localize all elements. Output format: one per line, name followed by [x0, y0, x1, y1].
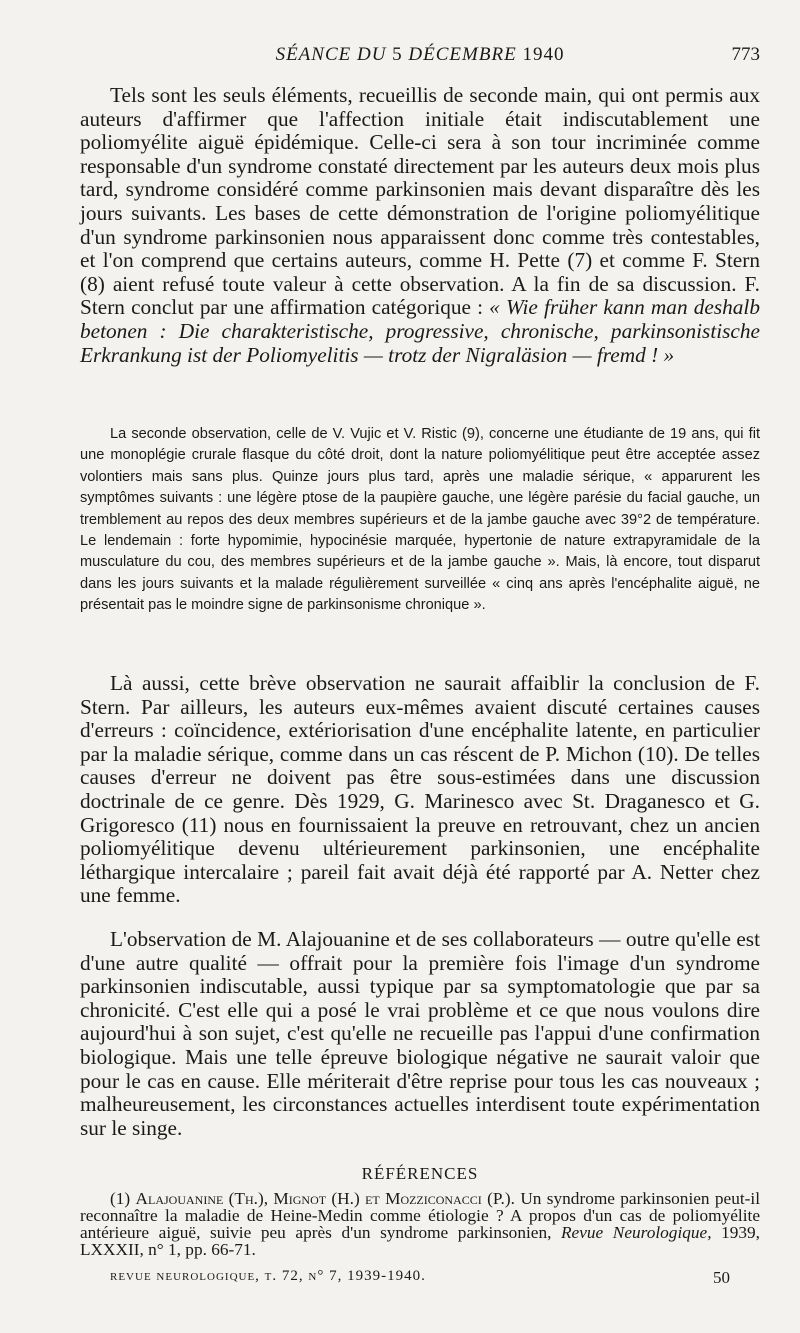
reference-1	[80, 1190, 760, 1258]
paragraph-2-text: Là aussi, cette brève observation ne saurait affaiblir la conclusion de F. Stern. Par ailleurs, les auteurs eux-mêmes avaient discuté certaines causes d'erreurs : coïncidence, extériorisation d'une encéphalite latente, en particulier par la maladie sérique, comme dans un cas réscent de P. Michon (10). De telles causes d'erreur ne doivent pas être sous-estimées dans une discussion doctrinale de ce genre. Dès 1929, G. Marinesco avec St. Draganesco et G. Grigoresco (11) nous en fournissaient la preuve en retrouvant, chez un ancien poliomyélitique devenu ultérieurement parkinsonien, une encéphalite léthargique intercalaire ; pareil fait avait déjà été rapporté par A. Netter chez une femme.	[80, 671, 760, 908]
body-paragraph-1	[80, 84, 760, 367]
page-number: 773	[731, 44, 760, 65]
footer-journal: revue neurologique, t. 72, n° 7, 1939-1940.	[110, 1268, 426, 1284]
body-paragraph-3	[80, 928, 760, 1140]
small-print-paragraph	[80, 424, 760, 617]
reference-1-details: 1939, LXXXII, n° 1, pp. 66-71.	[80, 1223, 760, 1259]
reference-1-authors: Alajouanine (Th.), Mignot (H.) et Mozziconacci (P.).	[135, 1189, 515, 1208]
page-footer	[110, 1268, 760, 1290]
body-paragraph-2	[80, 672, 760, 908]
paragraph-3-text: L'observation de M. Alajouanine et de ses collaborateurs — outre qu'elle est d'une autre qualité — offrait pour la première fois l'image d'un syndrome parkinsonien indiscutable, aussi typique par sa symptomatologie que par sa chronicité. C'est elle qui a posé le vrai problème et ce que nous voulons dire aujourd'hui à son sujet, c'est qu'elle ne recueille pas l'appui d'une confirmation biologique. Mais une telle épreuve biologique négative ne saurait valoir que pour le cas en cause. Elle mériterait d'être reprise pour tous les cas nouveaux ; malheureusement, les circonstances actuelles interdisent toute expérimentation sur le singe.	[80, 927, 760, 1140]
reference-1-journal: Revue Neurologique,	[561, 1223, 712, 1242]
running-header	[80, 44, 760, 72]
german-quote: « Wie früher kann man deshalb betonen : Die charakteristische, progressive, chronische, parkinsonistische Erkrankung ist der Poliomyelitis — trotz der Nigraläsion — fremd ! »	[80, 295, 760, 367]
references-title: RÉFÉRENCES	[361, 1164, 479, 1183]
reference-1-title: Un syndrome parkinsonien peut-il reconnaître la maladie de Heine-Medin comme étiologie ? A propos d'un cas de poliomyélite antérieure aiguë, suivie peu après d'un syndrome parkinsonien,	[80, 1189, 761, 1242]
session-title-year: 1940	[522, 44, 565, 65]
session-title-month: DÉCEMBRE	[408, 44, 517, 65]
reference-1-number: (1)	[110, 1189, 131, 1208]
footer-sheet-number: 50	[713, 1268, 730, 1287]
small-paragraph-text: La seconde observation, celle de V. Vujic et V. Ristic (9), concerne une étudiante de 19 ans, qui fit une monoplégie crurale flasque du côté droit, dont la nature poliomyélitique peut être acceptée assez volontiers mais sans plus. Quinze jours plus tard, après une maladie sérique, « apparurent les symptômes suivants : une légère ptose de la paupière gauche, une légère parésie du facial gauche, un tremblement au repos des deux membres supérieurs et de la jambe gauche avec 39°2 de température. Le lendemain : forte hypomimie, hypocinésie marquée, hypertonie de nature extrapyramidale de la musculature du cou, des membres supérieurs et de la jambe gauche ». Mais, là encore, tout disparut dans les jours suivants et la malade régulièrement surveillée « cinq ans après l'encéphalite aiguë, ne présentait pas le moindre signe de parkinsonisme chronique ».	[80, 426, 760, 614]
paragraph-1-text: Tels sont les seuls éléments, recueillis de seconde main, qui ont permis aux auteurs d'affirmer que l'affection initiale était indiscutablement une poliomyélite aiguë épidémique. Celle-ci sera à son tour incriminée comme responsable d'un syndrome constaté directement par les auteurs deux mois plus tard, syndrome considéré comme parkinsonien mais devant disparaître dès les jours suivants. Les bases de cette démonstration de l'origine poliomyélitique d'un syndrome parkinsonien nous apparaissent donc comme très contestables, et l'on comprend que certains auteurs, comme H. Pette (7) et comme F. Stern (8) aient refusé toute valeur à cette observation. A la fin de sa discussion. F. Stern conclut par une affirmation catégorique :	[80, 83, 760, 320]
session-title-part1: SÉANCE DU	[275, 44, 387, 65]
references-list	[80, 1190, 760, 1258]
session-title-day: 5	[392, 44, 403, 65]
session-title	[80, 44, 760, 66]
